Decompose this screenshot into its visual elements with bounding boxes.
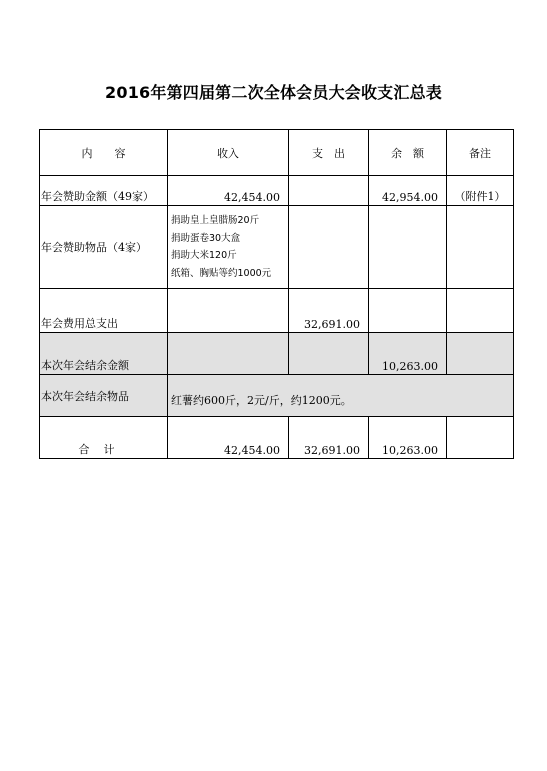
- expense-cell: [289, 206, 369, 289]
- table-header-row: [40, 130, 514, 176]
- income-cell: 42,454.00: [168, 176, 289, 206]
- goods-item: 捐助蛋卷30大盒: [171, 232, 241, 244]
- goods-item: 捐助皇上皇腊肠20斤: [171, 215, 260, 226]
- header-income: 收入: [168, 130, 289, 176]
- balance-cell: [369, 206, 447, 289]
- goods-item: 捐助大米120斤: [171, 250, 237, 261]
- goods-item: 纸箱、胸贴等约1000元: [171, 267, 272, 279]
- balance-cell: 42,954.00: [369, 176, 447, 206]
- row-label: 年会赞助金额（49家）: [40, 176, 168, 206]
- table-row-remaining-goods: [40, 375, 514, 417]
- goods-list-cell: [168, 206, 289, 289]
- income-cell: 42,454.00: [168, 417, 289, 459]
- balance-cell: [369, 289, 447, 333]
- balance-cell: 10,263.00: [369, 333, 447, 375]
- table-row-remaining-amount: [40, 333, 514, 375]
- note-cell: [447, 417, 514, 459]
- note-cell: [447, 206, 514, 289]
- row-label: 年会赞助物品（4家）: [40, 206, 168, 289]
- note-cell: [447, 333, 514, 375]
- header-content: 内 容: [40, 130, 168, 176]
- total-label: 合计: [40, 417, 168, 459]
- header-note: 备注: [447, 130, 514, 176]
- table-row-sponsor-goods: [40, 206, 514, 289]
- balance-cell: 10,263.00: [369, 417, 447, 459]
- income-cell: [168, 333, 289, 375]
- expense-cell: 32,691.00: [289, 289, 369, 333]
- remaining-goods-description: 红薯约600斤，2元/斤，约1200元。: [168, 375, 514, 417]
- table-row-total: [40, 417, 514, 459]
- header-balance: 余 额: [369, 130, 447, 176]
- header-expense: 支 出: [289, 130, 369, 176]
- income-cell: [168, 289, 289, 333]
- table-row-total-expense: [40, 289, 514, 333]
- expense-cell: [289, 333, 369, 375]
- table-row-sponsor-amount: [40, 176, 514, 206]
- summary-table: [39, 129, 514, 459]
- page-title: 2016年第四届第二次全体会员大会收支汇总表: [105, 83, 442, 102]
- row-label: 本次年会结余物品: [40, 375, 168, 417]
- row-label: 年会费用总支出: [40, 289, 168, 333]
- expense-cell: [289, 176, 369, 206]
- note-cell: （附件1）: [447, 176, 514, 206]
- row-label: 本次年会结余金额: [40, 333, 168, 375]
- note-cell: [447, 289, 514, 333]
- expense-cell: 32,691.00: [289, 417, 369, 459]
